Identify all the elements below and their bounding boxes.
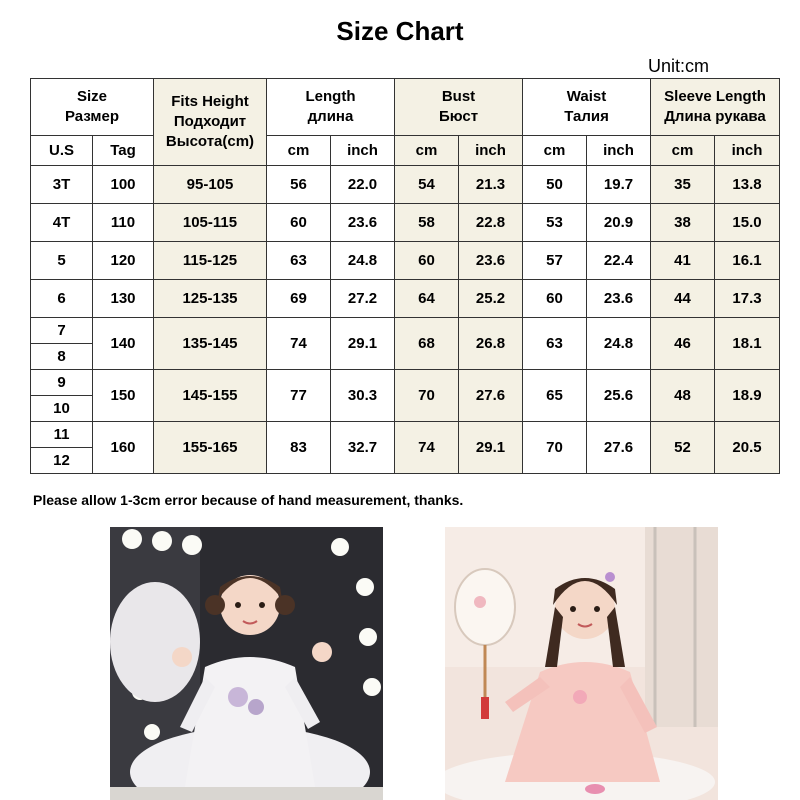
tag-cell: 160: [93, 422, 154, 474]
sleeve-cm-cell: 41: [651, 242, 715, 280]
waist-inch-cell: 19.7: [587, 166, 651, 204]
length-cm-cell: 63: [267, 242, 331, 280]
length-inch-cell: 29.1: [331, 318, 395, 370]
length-cm-cell: 56: [267, 166, 331, 204]
waist-cm-cell: 50: [523, 166, 587, 204]
sleeve-header: [651, 79, 780, 136]
sleeve-header-ru: Длина рукава: [664, 108, 766, 125]
table-row: [31, 370, 780, 396]
fits-height-cell: 125-135: [154, 280, 267, 318]
sleeve-header-en: Sleeve Length: [664, 88, 766, 105]
girl-white-dress-photo: [110, 527, 383, 800]
bust-cm-cell: 74: [395, 422, 459, 474]
waist-inch-subheader: inch: [587, 136, 651, 166]
size-chart-title: Size Chart: [336, 16, 464, 46]
length-header-ru: длина: [307, 108, 354, 125]
sleeve-cm-cell: 52: [651, 422, 715, 474]
bust-cm-cell: 54: [395, 166, 459, 204]
bust-header: [395, 79, 523, 136]
waist-inch-cell: 22.4: [587, 242, 651, 280]
sleeve-cm-cell: 46: [651, 318, 715, 370]
fits-height-cell: 155-165: [154, 422, 267, 474]
us-size-cell: 10: [31, 396, 93, 422]
size-header: [31, 79, 154, 136]
sleeve-inch-cell: 15.0: [715, 204, 780, 242]
waist-inch-cell: 25.6: [587, 370, 651, 422]
length-inch-cell: 22.0: [331, 166, 395, 204]
us-size-cell: 8: [31, 344, 93, 370]
us-size-cell: 5: [31, 242, 93, 280]
waist-cm-cell: 65: [523, 370, 587, 422]
fits-height-header-en: Fits Height: [171, 93, 249, 110]
waist-cm-cell: 70: [523, 422, 587, 474]
waist-header-en: Waist: [566, 88, 607, 105]
fits-height-header-ru: Подходит: [173, 113, 247, 130]
sleeve-inch-cell: 18.1: [715, 318, 780, 370]
us-size-cell: 3T: [31, 166, 93, 204]
sleeve-cm-subheader: cm: [651, 136, 715, 166]
us-size-cell: 4T: [31, 204, 93, 242]
unit-label: Unit:cm: [648, 56, 710, 76]
us-size-cell: 9: [31, 370, 93, 396]
bust-inch-cell: 29.1: [459, 422, 523, 474]
us-subheader: U.S: [31, 136, 93, 166]
us-size-cell: 12: [31, 448, 93, 474]
bust-header-ru: Бюст: [438, 108, 479, 125]
length-cm-subheader: cm: [267, 136, 331, 166]
bust-inch-cell: 22.8: [459, 204, 523, 242]
bust-cm-cell: 60: [395, 242, 459, 280]
length-header-en: Length: [305, 88, 356, 105]
bust-cm-cell: 64: [395, 280, 459, 318]
waist-cm-cell: 57: [523, 242, 587, 280]
bust-header-en: Bust: [441, 88, 476, 105]
bust-inch-cell: 25.2: [459, 280, 523, 318]
fits-height-cell: 105-115: [154, 204, 267, 242]
length-inch-cell: 27.2: [331, 280, 395, 318]
tag-cell: 130: [93, 280, 154, 318]
us-size-cell: 7: [31, 318, 93, 344]
length-inch-cell: 30.3: [331, 370, 395, 422]
tag-subheader: Tag: [93, 136, 154, 166]
table-row: [31, 422, 780, 448]
girl-pink-dress-photo: [445, 527, 718, 800]
table-row: [31, 280, 780, 318]
tag-cell: 150: [93, 370, 154, 422]
waist-cm-cell: 60: [523, 280, 587, 318]
length-inch-cell: 24.8: [331, 242, 395, 280]
fits-height-header: [154, 79, 267, 166]
table-row: [31, 318, 780, 344]
us-size-cell: 6: [31, 280, 93, 318]
sleeve-inch-subheader: inch: [715, 136, 780, 166]
waist-cm-subheader: cm: [523, 136, 587, 166]
sleeve-inch-cell: 20.5: [715, 422, 780, 474]
bust-inch-cell: 27.6: [459, 370, 523, 422]
sleeve-inch-cell: 18.9: [715, 370, 780, 422]
waist-inch-cell: 20.9: [587, 204, 651, 242]
waist-inch-cell: 27.6: [587, 422, 651, 474]
sleeve-inch-cell: 17.3: [715, 280, 780, 318]
sleeve-cm-cell: 38: [651, 204, 715, 242]
bust-inch-cell: 26.8: [459, 318, 523, 370]
bust-cm-cell: 68: [395, 318, 459, 370]
size-header-ru: Размер: [64, 108, 120, 125]
waist-inch-cell: 24.8: [587, 318, 651, 370]
tag-cell: 120: [93, 242, 154, 280]
bust-cm-cell: 58: [395, 204, 459, 242]
bust-inch-cell: 21.3: [459, 166, 523, 204]
tag-cell: 110: [93, 204, 154, 242]
length-cm-cell: 60: [267, 204, 331, 242]
table-row: [31, 166, 780, 204]
tag-cell: 140: [93, 318, 154, 370]
fits-height-cell: 115-125: [154, 242, 267, 280]
waist-cm-cell: 53: [523, 204, 587, 242]
sleeve-inch-cell: 13.8: [715, 166, 780, 204]
length-cm-cell: 69: [267, 280, 331, 318]
length-cm-cell: 77: [267, 370, 331, 422]
measurement-note: Please allow 1-3cm error because of hand measurement, thanks.: [33, 492, 464, 508]
sleeve-cm-cell: 35: [651, 166, 715, 204]
length-inch-subheader: inch: [331, 136, 395, 166]
fits-height-cell: 95-105: [154, 166, 267, 204]
length-inch-cell: 32.7: [331, 422, 395, 474]
sleeve-cm-cell: 44: [651, 280, 715, 318]
table-row: [31, 204, 780, 242]
fits-height-cell: 145-155: [154, 370, 267, 422]
us-size-cell: 11: [31, 422, 93, 448]
waist-header-ru: Талия: [564, 108, 609, 125]
fits-height-header-ru-2: Высота(cm): [165, 133, 255, 150]
fits-height-cell: 135-145: [154, 318, 267, 370]
length-inch-cell: 23.6: [331, 204, 395, 242]
waist-header: [523, 79, 651, 136]
sleeve-cm-cell: 48: [651, 370, 715, 422]
waist-cm-cell: 63: [523, 318, 587, 370]
length-cm-cell: 83: [267, 422, 331, 474]
table-row: [31, 242, 780, 280]
bust-inch-cell: 23.6: [459, 242, 523, 280]
tag-cell: 100: [93, 166, 154, 204]
length-header: [267, 79, 395, 136]
length-cm-cell: 74: [267, 318, 331, 370]
waist-inch-cell: 23.6: [587, 280, 651, 318]
bust-inch-subheader: inch: [459, 136, 523, 166]
bust-cm-subheader: cm: [395, 136, 459, 166]
size-chart-table: [30, 78, 780, 474]
bust-cm-cell: 70: [395, 370, 459, 422]
sleeve-inch-cell: 16.1: [715, 242, 780, 280]
size-header-en: Size: [76, 88, 107, 105]
